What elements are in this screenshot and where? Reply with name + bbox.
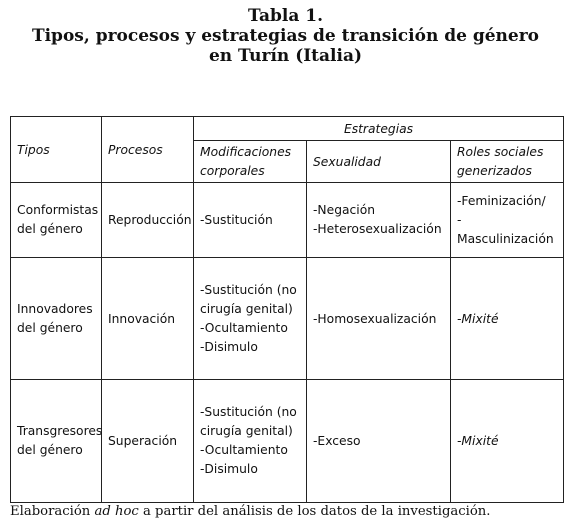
title-line-2: Tipos, procesos y estrategias de transición de género: [31, 26, 540, 46]
cell-sexualidad: -Homosexualización: [307, 258, 451, 380]
table-title: [0, 6, 571, 66]
table-row: [11, 380, 564, 503]
header-roles: Roles sociales generizados: [451, 141, 564, 183]
cell-proceso: Innovación: [102, 258, 194, 380]
table-row: [11, 183, 564, 258]
footer-italic: ad hoc: [94, 504, 139, 519]
cell-tipo: Conformistas del género: [11, 183, 102, 258]
header-row-1: [11, 117, 564, 141]
cell-proceso: Reproducción: [102, 183, 194, 258]
cell-modificaciones: -Sustitución (no cirugía genital) -Ocultamiento -Disimulo: [194, 258, 307, 380]
title-line-3: en Turín (Italia): [208, 46, 363, 66]
header-procesos: Procesos: [102, 117, 194, 183]
cell-sexualidad: -Negación -Heterosexualización: [307, 183, 451, 258]
strategies-table: [10, 116, 564, 503]
header-tipos: Tipos: [11, 117, 102, 183]
cell-roles: -Feminización/ -Masculinización: [451, 183, 564, 258]
table-source-note: [10, 504, 490, 519]
header-modificaciones: Modificaciones corporales: [194, 141, 307, 183]
header-sexualidad: Sexualidad: [307, 141, 451, 183]
cell-modificaciones: -Sustitución (no cirugía genital) -Ocultamiento -Disimulo: [194, 380, 307, 503]
cell-tipo: Innovadores del género: [11, 258, 102, 380]
cell-roles: -Mixité: [451, 380, 564, 503]
footer-text-after: a partir del análisis de los datos de la investigación.: [138, 504, 491, 519]
cell-modificaciones: -Sustitución: [194, 183, 307, 258]
cell-sexualidad: -Exceso: [307, 380, 451, 503]
cell-roles: -Mixité: [451, 258, 564, 380]
title-line-1: Tabla 1.: [247, 6, 324, 26]
table-row: [11, 258, 564, 380]
header-estrategias: Estrategias: [194, 117, 564, 141]
footer-text-before: Elaboración: [10, 504, 95, 519]
cell-proceso: Superación: [102, 380, 194, 503]
cell-tipo: Transgresores del género: [11, 380, 102, 503]
